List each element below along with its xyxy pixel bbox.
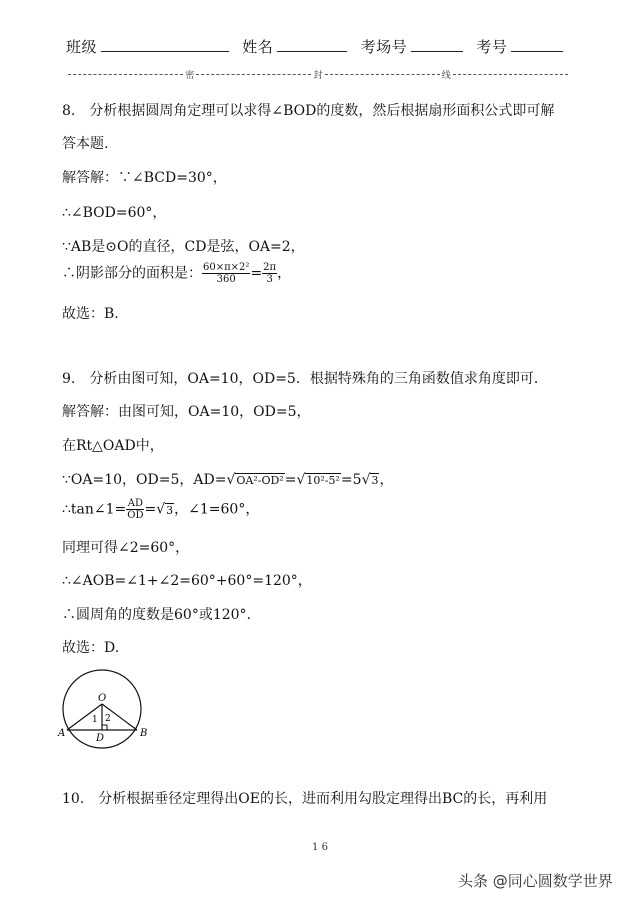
q9-line-1: 9. 分析由图可知，OA=10，OD=5．根据特殊角的三角函数值求角度即可．	[62, 371, 548, 387]
q9-line-5-tail: ，∠1=60°，	[174, 501, 260, 518]
seal-char-3: 线	[441, 71, 451, 81]
name-field[interactable]	[277, 37, 347, 52]
name-label: 姓名	[242, 38, 274, 56]
q9-line-7: ∴∠AOB=∠1+∠2=60°+60°=120°，	[62, 573, 312, 589]
q8-line-6	[62, 262, 291, 285]
label-d: D	[96, 733, 105, 744]
q9-line-5	[62, 498, 259, 521]
sqrt-sign: √	[226, 472, 236, 488]
q8-frac1-num: 60×π×2²	[203, 262, 250, 273]
q9-eq-2: =5	[340, 472, 362, 488]
page-number: 1 6	[312, 842, 328, 853]
q9-line-8: ∴圆周角的度数是60°或120°.	[62, 607, 251, 623]
number-label: 考号	[476, 38, 508, 56]
q9-line-2: 解答解：由图可知，OA=10，OD=5，	[62, 404, 311, 420]
q8-line-6-tail: ，	[277, 265, 292, 282]
q9-sqrt-3: 3	[371, 474, 379, 487]
watermark: 头条 @同心圆数学世界	[458, 872, 613, 890]
q9-sqrt-2: 10²-5²	[306, 474, 340, 487]
q8-line-4: ∴∠BOD=60°，	[62, 205, 167, 221]
q9-eq-3: =	[144, 501, 157, 518]
q8-frac2-num: 2π	[263, 262, 277, 273]
q9-fraction	[126, 498, 144, 521]
q9-frac-num: AD	[127, 498, 143, 509]
seal-char-2: 封	[313, 71, 323, 81]
q9-sqrt-1: OA²-OD²	[236, 474, 284, 487]
label-b: B	[140, 728, 148, 739]
q8-fraction-1	[202, 262, 250, 285]
q9-eq-1: =	[284, 472, 297, 488]
sqrt-sign: √	[361, 472, 371, 488]
q8-eq: =	[250, 265, 263, 282]
q9-frac-den: OD	[127, 510, 144, 521]
sqrt-sign: √	[156, 501, 166, 518]
q8-line-2: 答本题.	[62, 136, 109, 152]
q8-line-3: 解答解：∵∠BCD=30°，	[62, 170, 227, 186]
label-angle-2: 2	[105, 714, 111, 724]
q8-fraction-2	[262, 262, 277, 285]
q9-line-4-prefix: ∵OA=10，OD=5，AD=	[62, 472, 227, 488]
q9-line-9: 故选：D.	[62, 640, 120, 656]
room-field[interactable]	[411, 37, 463, 52]
label-o: O	[98, 693, 107, 704]
class-field[interactable]	[101, 37, 229, 52]
q8-line-6-prefix: ∴阴影部分的面积是：	[62, 265, 202, 282]
number-field[interactable]	[511, 37, 563, 52]
sqrt-sign: √	[296, 472, 306, 488]
q8-line-7: 故选：B.	[62, 306, 119, 322]
q8-frac1-den: 360	[216, 274, 236, 285]
label-a: A	[58, 728, 66, 739]
q10-line-1: 10. 分析根据垂径定理得出OE的长，进而利用勾股定理得出BC的长，再利用	[62, 791, 548, 807]
q9-line-5-prefix: ∴tan∠1=	[62, 501, 127, 518]
q9-line-6: 同理可得∠2=60°，	[62, 540, 190, 556]
exam-header	[66, 36, 571, 57]
class-label: 班级	[66, 38, 98, 56]
seal-char-1: 密	[185, 71, 195, 81]
room-label: 考场号	[360, 38, 408, 56]
right-angle-mark	[102, 725, 107, 730]
q9-line-4-tail: ，	[379, 472, 394, 488]
q9-line-3: 在Rt△OAD中，	[62, 438, 164, 454]
q8-line-1: 8. 分析根据圆周角定理可以求得∠BOD的度数，然后根据扇形面积公式即可解	[62, 103, 555, 119]
seal-line	[66, 68, 570, 81]
circle-figure	[52, 660, 162, 750]
q9-line-4	[62, 469, 393, 489]
q8-frac2-den: 3	[266, 274, 273, 285]
label-angle-1: 1	[92, 715, 98, 725]
q8-line-5: ∵AB是⊙O的直径，CD是弦，OA=2，	[62, 239, 305, 255]
q9-sqrt-4: 3	[166, 503, 174, 517]
